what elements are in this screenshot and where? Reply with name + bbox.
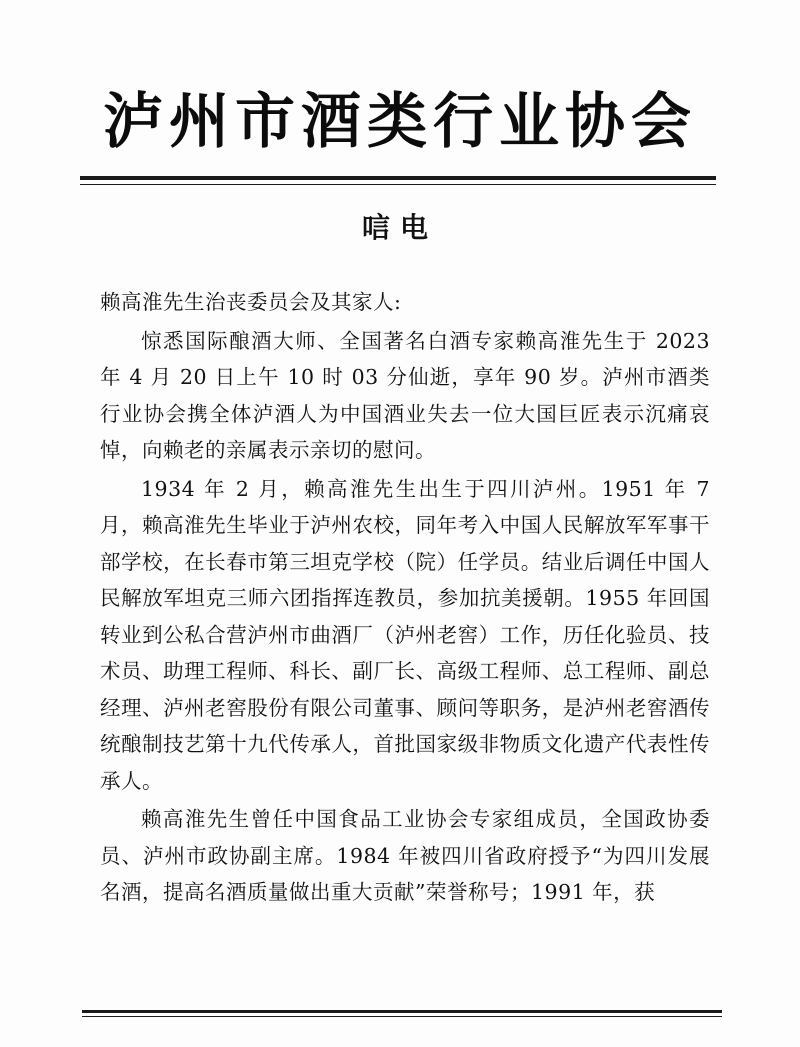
footer-rule-thin	[82, 1016, 722, 1017]
letterhead-rule-thin	[80, 184, 716, 185]
document-body	[100, 284, 710, 913]
letterhead-rule-thick	[80, 176, 716, 180]
paragraph-condolence: 惊悉国际酿酒大师、全国著名白酒专家赖高淮先生于 2023 年 4 月 20 日上午 10 时 03 分仙逝，享年 90 岁。泸州市酒类行业协会携全体泸酒人为中国酒业失去一位大国巨匠表示沉痛哀悼，向赖老的亲属表示亲切的慰问。	[100, 328, 710, 462]
paragraph-honors: 赖高淮先生曾任中国食品工业协会专家组成员，全国政协委员、泸州市政协副主席。1984 年被四川省政府授予“为四川发展名酒，提高名酒质量做出重大贡献”荣誉称号；1991 年，获	[100, 807, 710, 904]
letterhead-title: 泸州市酒类行业协会	[103, 87, 697, 157]
paragraph-biography: 1934 年 2 月，赖高淮先生出生于四川泸州。1951 年 7 月，赖高淮先生毕业于泸州农校，同年考入中国人民解放军军事干部学校，在长春市第三坦克学校（院）任学员。结业后调任中国人民解放军坦克三师六团指挥连教员，参加抗美援朝。1955 年回国转业到公私合营泸州市曲酒厂（泸州老窖）工作，历任化验员、技术员、助理工程师、科长、副厂长、高级工程师、总工程师、副总经理、泸州老窖股份有限公司董事、顾问等职务，是泸州老窖酒传统酿制技艺第十九代传承人，首批国家级非物质文化遗产代表性传承人。	[100, 476, 710, 793]
document-title: 唁电	[361, 211, 438, 244]
salutation: 赖高淮先生治丧委员会及其家人:	[100, 290, 402, 314]
footer-rule-thick	[82, 1010, 722, 1013]
